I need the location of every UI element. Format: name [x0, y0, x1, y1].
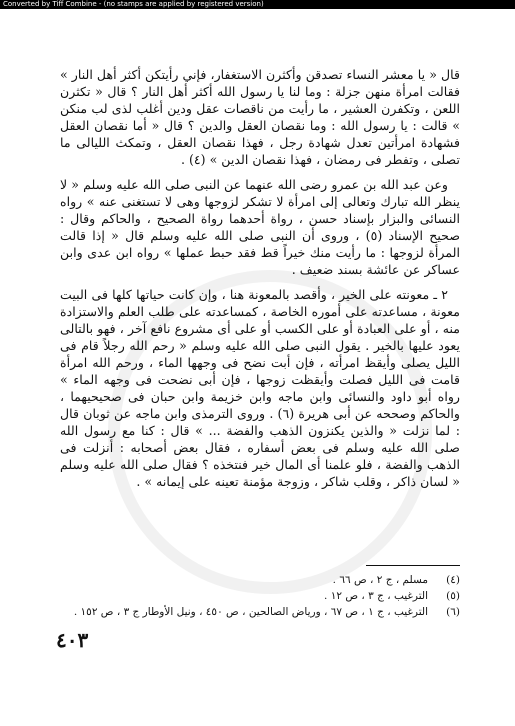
page-body [60, 66, 460, 498]
paragraph-1: قال « يا معشر النساء تصدقن وأكثرن الاستغفار، فإني رأيتكن أكثر أهل النار » فقالت امرأة منهن جزلة : وما لنا يا رسول الله أكثر أهل النار ؟ قال « تكثرن اللعن ، وتكفرن العشير ، ما رأيت من ناقصات عقل ودين أغلب لذى لب منكن » قالت : يا رسول الله : وما نقصان العقل والدين ؟ قال « أما نقصان العقل فشهادة امرأتين تعدل شهادة رجل ، فهذا نقصان العقل ، وتمكث الليالى ما تصلى ، وتفطر فى رمضان ، فهذا نقصان الدين » (٤) . [60, 67, 460, 167]
footnote-text: الترغيب ، ج ١ ، ص ٦٧ ، ورياض الصالحين ، ص ٤٥٠ ، ونيل الأوطار ج ٣ ، ص ١٥٢ . [73, 606, 428, 618]
converter-banner-text: Converted by Tiff Combine - (no stamps are applied by registered version) [3, 0, 264, 8]
converter-banner [0, 0, 515, 9]
footnote-text: الترغيب ، ج ٣ ، ص ١٢ . [324, 590, 428, 602]
footnote-number: (٦) [446, 606, 460, 618]
footnote-item [60, 588, 460, 604]
footnotes [60, 572, 460, 620]
page-number: ٤٠٣ [56, 628, 89, 652]
paragraph-3: ٢ ـ معونته على الخير ، وأقصد بالمعونة هنا ، وإن كانت حياتها كلها فى البيت معونة ، مساعدته على أموره الخاصة ، كمساعدته على طلب العلم والاستزادة منه ، أو على العبادة أو على الكسب أو على أى مشروع نافع آخر ، فهو بالتالى يعود عليها بالخير . يقول النبى صلى الله عليه وسلم « رحم الله رجلاً قام فى الليل يصلى وأيقظ امرأته ، فإن أبت نضح فى وجهها الماء ، ورحم الله امرأة قامت فى الليل فصلت وأيقظت زوجها ، فإن أبى نضحت فى وجهه الماء » رواه أبو داود والنسائى وابن ماجه وابن خزيمة وابن حبان فى صحيحيهما ، والحاكم وصححه عن أبى هريرة (٦) . وروى الترمذى وابن ماجه عن ثوبان قال : لما نزلت « والذين يكنزون الذهب والفضة ... » قال : كنا مع رسول الله صلى الله عليه وسلم فى بعض أسفاره ، فقال بعض أصحابه : أنزلت فى الذهب والفضة ، فلو علمنا أى المال خير فنتخذه ؟ فقال صلى الله عليه وسلم « لسان ذاكر ، وقلب شاكر ، وزوجة مؤمنة تعينه على إيمانه » . [60, 287, 460, 489]
footnote-number: (٤) [446, 574, 460, 586]
footnote-item [60, 572, 460, 588]
paragraph-2: وعن عبد الله بن عمرو رضى الله عنهما عن النبى صلى الله عليه وسلم « لا ينظر الله تبارك وتعالى إلى امرأة لا تشكر لزوجها وهى لا تستغنى عنه » رواه النسائى والبزار بإسناد حسن ، رواة أحدهما رواة الصحيح ، والحاكم وقال : صحيح الإسناد (٥) ، وروى أن النبى صلى الله عليه وسلم قال « إذا قالت المرأة لزوجها : ما رأيت منك خيراً قط فقد حبط عملها » رواه ابن عدى وابن عساكر عن عائشة بسند ضعيف . [60, 177, 461, 277]
footnote-text: مسلم ، ج ٢ ، ص ٦٦ . [332, 574, 428, 586]
footnote-item [60, 604, 460, 620]
footnote-number: (٥) [446, 590, 460, 602]
footnote-divider [366, 565, 460, 566]
